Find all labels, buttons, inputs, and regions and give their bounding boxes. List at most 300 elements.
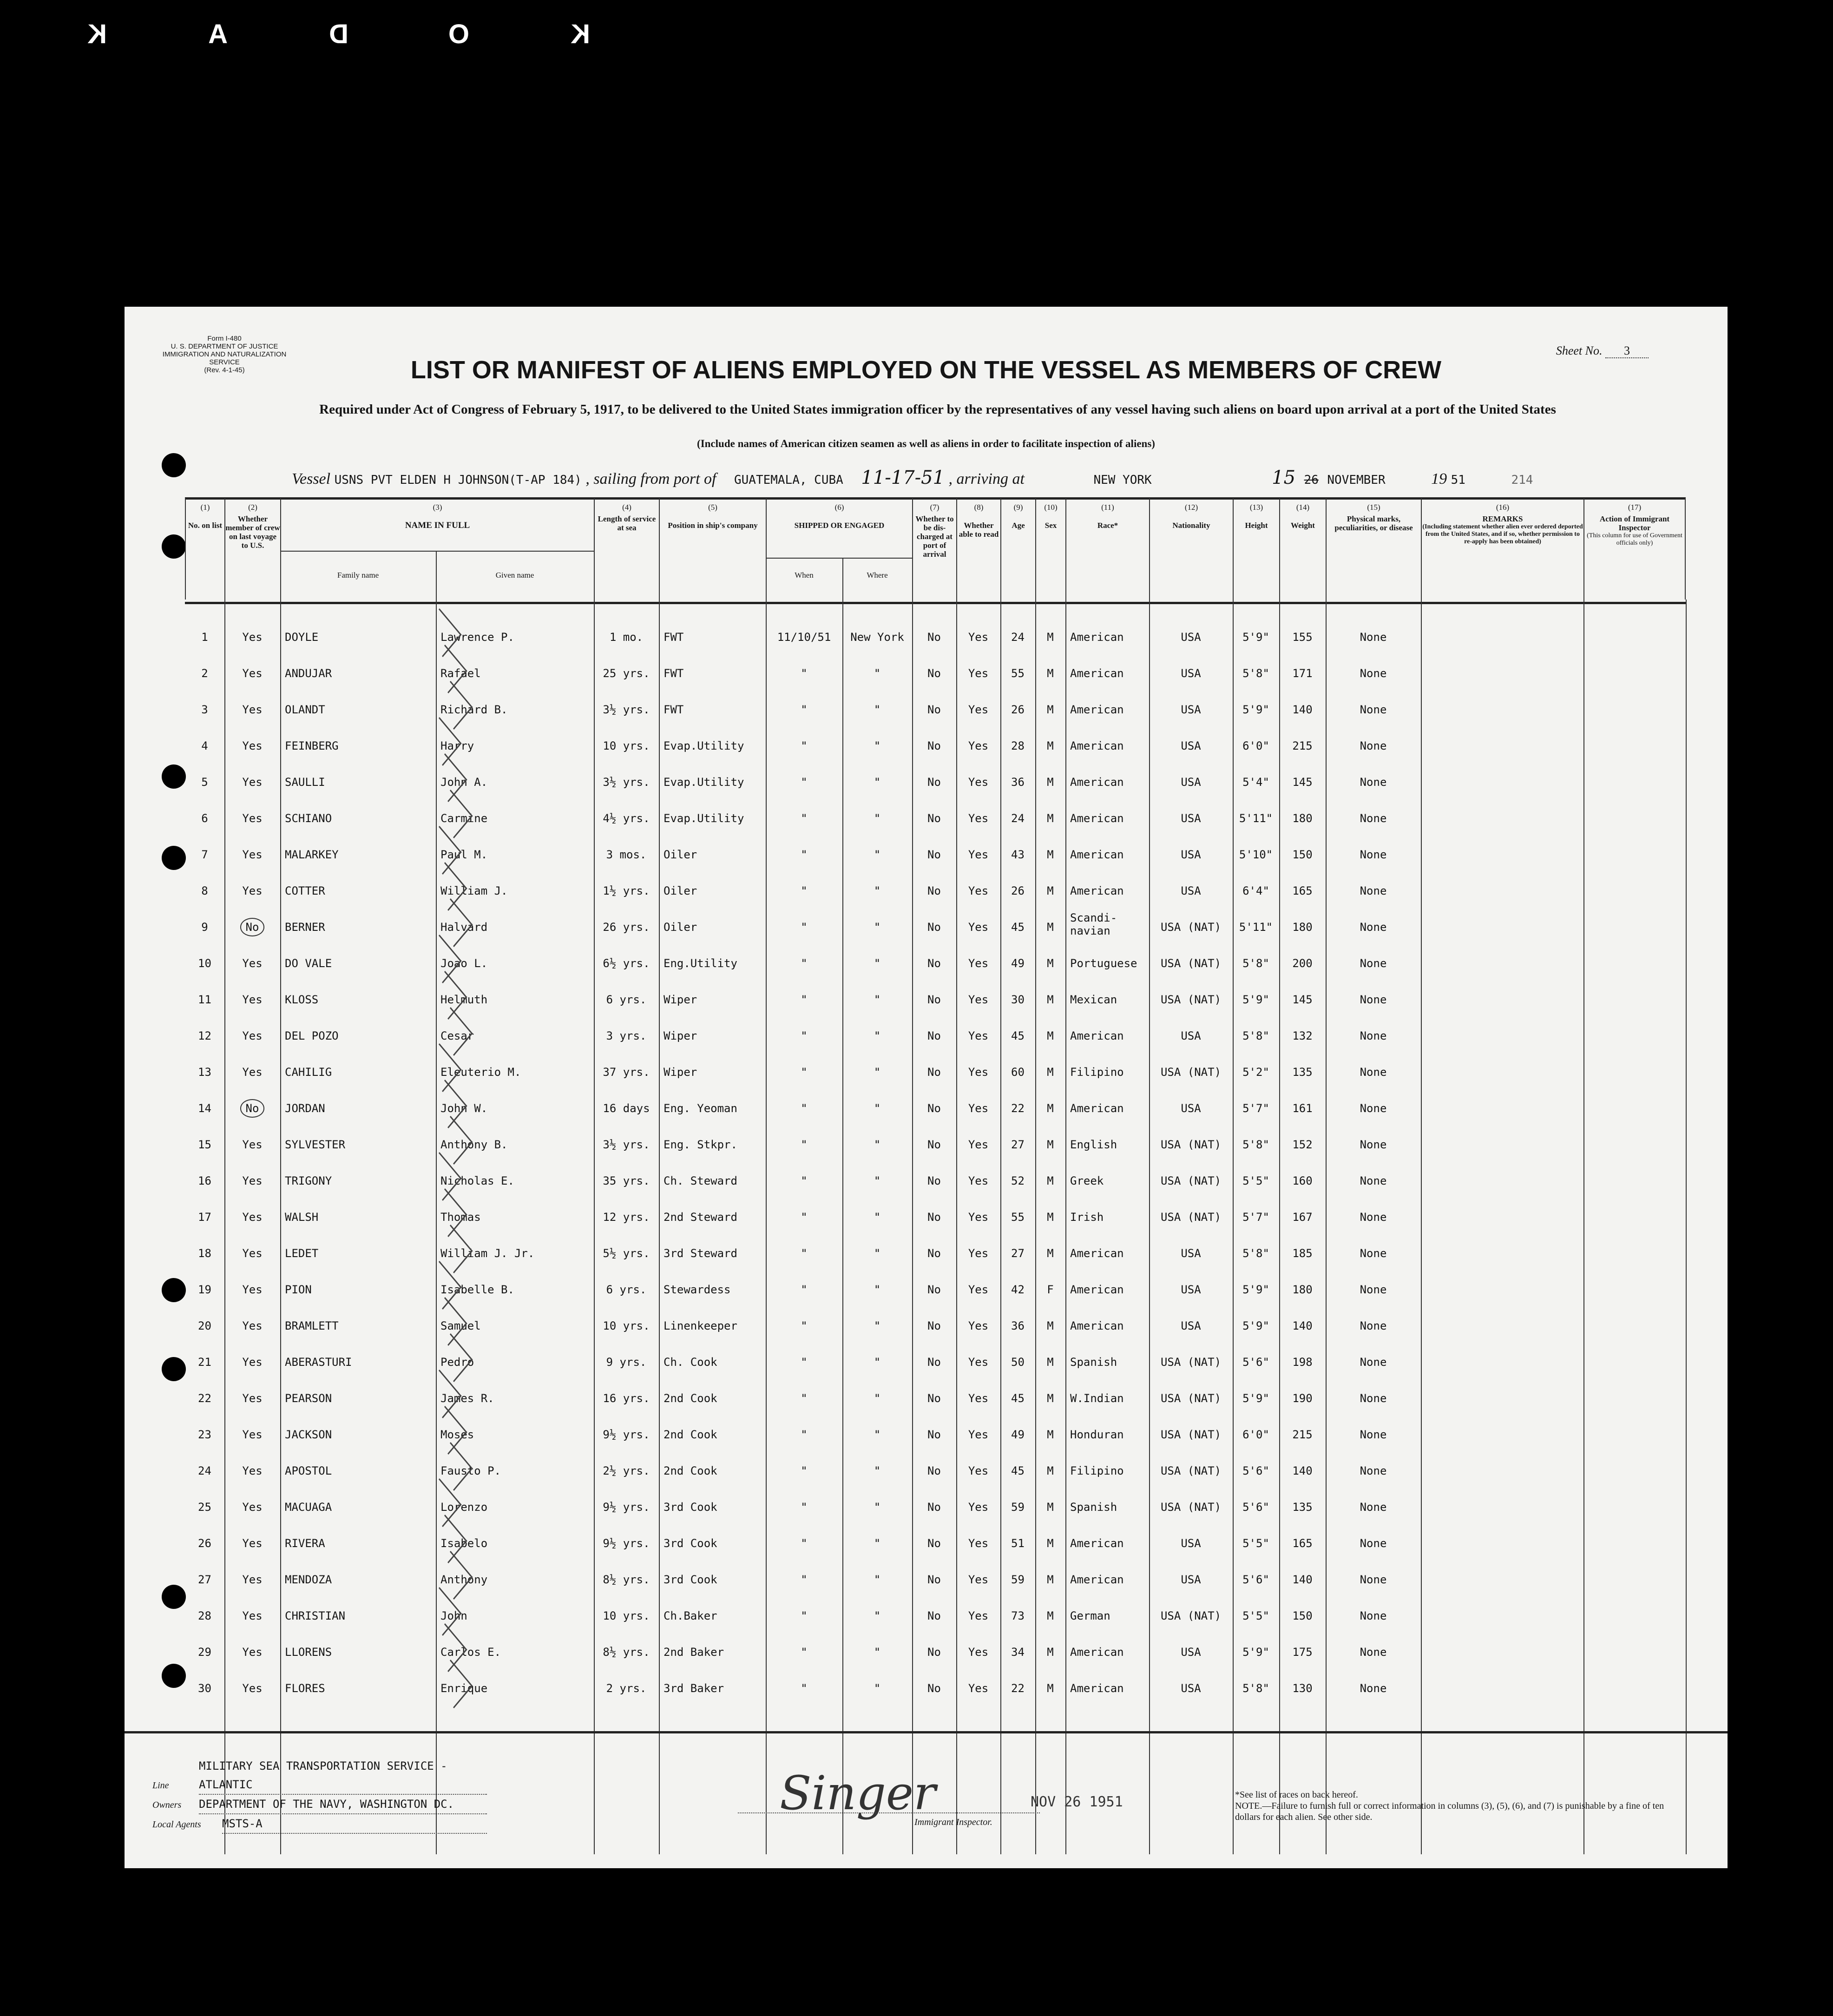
last-voyage-cell — [224, 921, 280, 934]
height-cell: 6'0" — [1242, 739, 1269, 752]
row-number-cell: 5 — [201, 776, 208, 789]
col-label: Length of service at sea — [598, 514, 656, 532]
column-rule — [1686, 600, 1687, 1854]
age-cell: 24 — [1011, 631, 1025, 644]
height-cell: 5'9" — [1242, 993, 1269, 1006]
able-to-read-cell: Yes — [968, 1066, 989, 1079]
position-cell: Eng. Yeoman — [664, 1102, 737, 1115]
manifest-sheet — [125, 307, 1728, 1868]
sheet-number-label: Sheet No. — [1556, 344, 1603, 357]
shipped-where-cell: " — [874, 1138, 881, 1151]
height-cell: 5'7" — [1242, 1211, 1269, 1224]
given-name-cell: Eleuterio M. — [440, 1066, 521, 1079]
col-number: (1) — [200, 503, 210, 512]
height-cell: 5'8" — [1242, 1138, 1269, 1151]
weight-cell: 190 — [1292, 1392, 1313, 1405]
sex-cell: M — [1047, 993, 1054, 1006]
shipped-when-cell: " — [801, 739, 808, 752]
age-cell: 43 — [1011, 848, 1025, 861]
able-to-read-cell: Yes — [968, 1174, 989, 1187]
col-label: Sex — [1045, 521, 1057, 530]
age-cell: 49 — [1011, 1428, 1025, 1441]
physical-marks-cell: None — [1360, 1501, 1387, 1514]
row-number-cell: 3 — [201, 703, 208, 716]
arriving-label: , arriving at — [948, 470, 1025, 488]
given-name-cell: Lorenzo — [440, 1501, 488, 1514]
sex-cell: M — [1047, 739, 1054, 752]
margin-mark: 214 — [1511, 473, 1533, 487]
weight-cell: 155 — [1292, 631, 1313, 644]
weight-cell: 167 — [1292, 1211, 1313, 1224]
age-cell: 27 — [1011, 1138, 1025, 1151]
physical-marks-cell: None — [1360, 1066, 1387, 1079]
position-cell: 3rd Cook — [664, 1501, 717, 1514]
arrival-year: 51 — [1451, 473, 1465, 487]
shipped-when-cell: " — [801, 1283, 808, 1296]
row-number-cell: 8 — [201, 884, 208, 897]
film-letter: K — [69, 19, 107, 49]
position-cell: Stewardess — [664, 1283, 731, 1296]
col-number: (7) — [930, 503, 939, 512]
physical-marks-cell: None — [1360, 739, 1387, 752]
sex-cell: F — [1047, 1283, 1054, 1296]
col-label: Whether member of crew on last voyage to U.S. — [225, 514, 280, 550]
shipped-when-cell: " — [801, 1138, 808, 1151]
race-cell: American — [1070, 667, 1124, 680]
family-name-cell: ANDUJAR — [285, 667, 332, 680]
weight-cell: 180 — [1292, 812, 1313, 825]
departure-port: GUATEMALA, CUBA — [734, 473, 843, 487]
row-number-cell: 16 — [198, 1174, 211, 1187]
sex-cell: M — [1047, 812, 1054, 825]
service-length-cell: 9½ yrs. — [603, 1428, 650, 1441]
race-cell: American — [1070, 848, 1124, 861]
position-cell: Eng. Stkpr. — [664, 1138, 737, 1151]
last-voyage-cell: Yes — [242, 1464, 263, 1477]
nationality-cell: USA (NAT) — [1160, 1174, 1222, 1187]
position-cell: Ch. Steward — [664, 1174, 737, 1187]
position-cell: Wiper — [664, 1066, 697, 1079]
sex-cell: M — [1047, 921, 1054, 934]
position-cell: Evap.Utility — [664, 812, 744, 825]
footer-line-row — [152, 1757, 487, 1795]
weight-cell: 185 — [1292, 1247, 1313, 1260]
age-cell: 50 — [1011, 1356, 1025, 1369]
last-voyage-cell: Yes — [242, 1356, 263, 1369]
row-number-cell: 22 — [198, 1392, 211, 1405]
shipped-where-cell: New York — [850, 631, 904, 644]
position-cell: FWT — [664, 667, 684, 680]
row-number-cell: 4 — [201, 739, 208, 752]
weight-cell: 165 — [1292, 884, 1313, 897]
row-number-cell: 23 — [198, 1428, 211, 1441]
family-name-cell: MACUAGA — [285, 1501, 332, 1514]
film-letter: A — [190, 19, 228, 49]
col-label: REMARKS — [1482, 514, 1523, 523]
last-voyage-cell: Yes — [242, 957, 263, 970]
last-voyage-cell: Yes — [242, 1501, 263, 1514]
able-to-read-cell: Yes — [968, 957, 989, 970]
given-name-cell: Joao L. — [440, 957, 488, 970]
row-number-cell: 29 — [198, 1646, 211, 1659]
age-cell: 26 — [1011, 884, 1025, 897]
race-cell: Greek — [1070, 1174, 1104, 1187]
nationality-cell: USA — [1181, 739, 1201, 752]
able-to-read-cell: Yes — [968, 1646, 989, 1659]
last-voyage-cell: Yes — [242, 1609, 263, 1622]
discharged-cell: No — [927, 848, 941, 861]
height-cell: 6'0" — [1242, 1428, 1269, 1441]
able-to-read-cell: Yes — [968, 667, 989, 680]
row-number-cell: 7 — [201, 848, 208, 861]
sex-cell: M — [1047, 703, 1054, 716]
able-to-read-cell: Yes — [968, 884, 989, 897]
weight-cell: 132 — [1292, 1029, 1313, 1042]
sex-cell: M — [1047, 667, 1054, 680]
discharged-cell: No — [927, 1174, 941, 1187]
table-row — [185, 1531, 1686, 1559]
col-label: Whether able to read — [959, 521, 999, 539]
given-name-cell: John — [440, 1609, 467, 1622]
footer-block — [152, 1757, 487, 1834]
given-name-cell: Anthony — [440, 1573, 488, 1586]
given-name-cell: Nicholas E. — [440, 1174, 514, 1187]
discharged-cell: No — [927, 1283, 941, 1296]
position-cell: Oiler — [664, 884, 697, 897]
physical-marks-cell: None — [1360, 957, 1387, 970]
sex-cell: M — [1047, 1537, 1054, 1550]
family-name-cell: DEL POZO — [285, 1029, 339, 1042]
able-to-read-cell: Yes — [968, 1464, 989, 1477]
discharged-cell: No — [927, 703, 941, 716]
family-name-cell: KLOSS — [285, 993, 319, 1006]
physical-marks-cell: None — [1360, 1464, 1387, 1477]
shipped-when-cell: " — [801, 1646, 808, 1659]
film-letter: O — [429, 19, 469, 49]
shipped-when-cell: " — [801, 776, 808, 789]
age-cell: 45 — [1011, 1392, 1025, 1405]
height-cell: 5'8" — [1242, 667, 1269, 680]
weight-cell: 140 — [1292, 703, 1313, 716]
family-name-cell: CHRISTIAN — [285, 1609, 346, 1622]
service-length-cell: 6½ yrs. — [603, 957, 650, 970]
service-length-cell: 37 yrs. — [603, 1066, 650, 1079]
col-label: NAME IN FULL — [405, 520, 470, 530]
age-cell: 45 — [1011, 921, 1025, 934]
race-cell: American — [1070, 1247, 1124, 1260]
height-cell: 5'5" — [1242, 1609, 1269, 1622]
service-length-cell: 9 yrs. — [606, 1356, 647, 1369]
shipped-where-cell: " — [874, 1537, 881, 1550]
physical-marks-cell: None — [1360, 921, 1387, 934]
service-length-cell: 9½ yrs. — [603, 1501, 650, 1514]
shipped-when-cell: " — [801, 1029, 808, 1042]
height-cell: 5'6" — [1242, 1356, 1269, 1369]
age-cell: 59 — [1011, 1573, 1025, 1586]
position-cell: 3rd Cook — [664, 1537, 717, 1550]
height-cell: 5'6" — [1242, 1573, 1269, 1586]
col-number: (3) — [433, 503, 442, 512]
service-length-cell: 1 mo. — [609, 631, 644, 644]
shipped-when-cell: " — [801, 667, 808, 680]
service-length-cell: 3½ yrs. — [603, 1138, 650, 1151]
family-name-cell: LLORENS — [285, 1646, 332, 1659]
table-row — [185, 1676, 1686, 1704]
circled-mark: No — [240, 1099, 265, 1118]
physical-marks-cell: None — [1360, 667, 1387, 680]
age-cell: 34 — [1011, 1646, 1025, 1659]
row-number-cell: 26 — [198, 1537, 211, 1550]
film-letter: K — [552, 19, 590, 49]
position-cell: 3rd Steward — [664, 1247, 737, 1260]
shipped-where-cell: " — [874, 1211, 881, 1224]
punch-hole — [162, 846, 186, 870]
sex-cell: M — [1047, 884, 1054, 897]
line-value: MILITARY SEA TRANSPORTATION SERVICE -ATLANTIC — [199, 1757, 487, 1795]
weight-cell: 140 — [1292, 1319, 1313, 1332]
shipped-where-cell: " — [874, 739, 881, 752]
punch-hole — [162, 764, 186, 789]
col-label: Action of Immigrant Inspector — [1599, 514, 1670, 532]
family-name-cell: FLORES — [285, 1682, 325, 1695]
punch-hole — [162, 1664, 186, 1688]
row-number-cell: 9 — [201, 921, 208, 934]
height-cell: 5'8" — [1242, 957, 1269, 970]
last-voyage-cell: Yes — [242, 1537, 263, 1550]
able-to-read-cell: Yes — [968, 1102, 989, 1115]
sex-cell: M — [1047, 1682, 1054, 1695]
table-row — [185, 1640, 1686, 1668]
weight-cell: 140 — [1292, 1573, 1313, 1586]
col-number: (16) — [1496, 503, 1510, 512]
given-name-cell: Carmine — [440, 812, 488, 825]
shipped-where-cell: " — [874, 703, 881, 716]
age-cell: 55 — [1011, 1211, 1025, 1224]
given-name-cell: Moses — [440, 1428, 474, 1441]
last-voyage-cell: Yes — [242, 1138, 263, 1151]
able-to-read-cell: Yes — [968, 1138, 989, 1151]
weight-cell: 180 — [1292, 1283, 1313, 1296]
discharged-cell: No — [927, 1501, 941, 1514]
discharged-cell: No — [927, 1573, 941, 1586]
discharged-cell: No — [927, 1609, 941, 1622]
shipped-where-cell: " — [874, 1283, 881, 1296]
col-note: (Including statement whether alien ever ordered deported from the United States, and if so, whether permission to re-apply has been obtained) — [1422, 523, 1583, 545]
col-number: (5) — [708, 503, 717, 512]
given-name-cell: Lawrence P. — [440, 631, 514, 644]
shipped-where-cell: " — [874, 1428, 881, 1441]
position-cell: 2nd Baker — [664, 1646, 724, 1659]
physical-marks-cell: None — [1360, 1138, 1387, 1151]
last-voyage-cell: Yes — [242, 848, 263, 861]
table-row — [185, 1423, 1686, 1450]
sex-cell: M — [1047, 1501, 1054, 1514]
sex-cell: M — [1047, 776, 1054, 789]
subheader-where: Where — [867, 571, 888, 580]
col-number: (8) — [974, 503, 984, 512]
last-voyage-cell: Yes — [242, 1428, 263, 1441]
position-cell: Wiper — [664, 993, 697, 1006]
table-row — [185, 1024, 1686, 1052]
discharged-cell: No — [927, 1029, 941, 1042]
given-name-cell: Fausto P. — [440, 1464, 501, 1477]
shipped-where-cell: " — [874, 921, 881, 934]
weight-cell: 145 — [1292, 993, 1313, 1006]
race-cell: American — [1070, 776, 1124, 789]
family-name-cell: WALSH — [285, 1211, 319, 1224]
table-row — [185, 1278, 1686, 1305]
shipped-when-cell: " — [801, 921, 808, 934]
physical-marks-cell: None — [1360, 993, 1387, 1006]
discharged-cell: No — [927, 631, 941, 644]
nationality-cell: USA (NAT) — [1160, 1356, 1222, 1369]
discharged-cell: No — [927, 776, 941, 789]
last-voyage-cell: Yes — [242, 631, 263, 644]
punch-hole — [162, 453, 186, 477]
discharged-cell: No — [927, 884, 941, 897]
given-name-cell: Paul M. — [440, 848, 488, 861]
row-number-cell: 11 — [198, 993, 211, 1006]
inspector-signature: Singer — [780, 1766, 936, 1820]
family-name-cell: MALARKEY — [285, 848, 339, 861]
sex-cell: M — [1047, 1428, 1054, 1441]
able-to-read-cell: Yes — [968, 1029, 989, 1042]
date-stamp: NOV 26 1951 — [1031, 1794, 1123, 1810]
shipped-when-cell: " — [801, 1464, 808, 1477]
nationality-cell: USA — [1181, 1319, 1201, 1332]
row-number-cell: 15 — [198, 1138, 211, 1151]
position-cell: 2nd Cook — [664, 1464, 717, 1477]
height-cell: 6'4" — [1242, 884, 1269, 897]
circled-mark: No — [240, 918, 265, 936]
age-cell: 28 — [1011, 739, 1025, 752]
sex-cell: M — [1047, 1174, 1054, 1187]
able-to-read-cell: Yes — [968, 631, 989, 644]
position-cell: FWT — [664, 703, 684, 716]
last-voyage-cell: Yes — [242, 1283, 263, 1296]
last-voyage-cell: Yes — [242, 884, 263, 897]
row-number-cell: 12 — [198, 1029, 211, 1042]
family-name-cell: PEARSON — [285, 1392, 332, 1405]
weight-cell: 160 — [1292, 1174, 1313, 1187]
height-cell: 5'5" — [1242, 1537, 1269, 1550]
height-cell: 5'9" — [1242, 703, 1269, 716]
col-label: No. on list — [188, 521, 223, 530]
discharged-cell: No — [927, 1356, 941, 1369]
physical-marks-cell: None — [1360, 1537, 1387, 1550]
family-name-cell: BRAMLETT — [285, 1319, 339, 1332]
nationality-cell: USA (NAT) — [1160, 1428, 1222, 1441]
shipped-where-cell: " — [874, 1356, 881, 1369]
able-to-read-cell: Yes — [968, 812, 989, 825]
nationality-cell: USA — [1181, 631, 1201, 644]
row-number-cell: 20 — [198, 1319, 211, 1332]
handwritten-day: 15 — [1272, 467, 1296, 488]
sex-cell: M — [1047, 1247, 1054, 1260]
shipped-where-cell: " — [874, 848, 881, 861]
able-to-read-cell: Yes — [968, 848, 989, 861]
nationality-cell: USA (NAT) — [1160, 1609, 1222, 1622]
last-voyage-cell: Yes — [242, 993, 263, 1006]
shipped-when-cell: 11/10/51 — [777, 631, 831, 644]
service-length-cell: 3 mos. — [606, 848, 647, 861]
col-number: (9) — [1013, 503, 1023, 512]
height-cell: 5'9" — [1242, 631, 1269, 644]
position-cell: Oiler — [664, 921, 697, 934]
discharged-cell: No — [927, 1537, 941, 1550]
sex-cell: M — [1047, 1646, 1054, 1659]
race-cell: American — [1070, 1319, 1124, 1332]
col-header-no — [185, 498, 224, 600]
last-voyage-cell: Yes — [242, 1174, 263, 1187]
age-cell: 36 — [1011, 1319, 1025, 1332]
service-length-cell: 16 yrs. — [603, 1392, 650, 1405]
discharged-cell: No — [927, 739, 941, 752]
shipped-where-cell: " — [874, 1174, 881, 1187]
weight-cell: 180 — [1292, 921, 1313, 934]
col-header-name — [280, 498, 594, 600]
row-number-cell: 2 — [201, 667, 208, 680]
given-name-cell: Samuel — [440, 1319, 481, 1332]
service-length-cell: 3½ yrs. — [603, 776, 650, 789]
race-cell: American — [1070, 631, 1124, 644]
line-label: Line — [152, 1780, 169, 1791]
physical-marks-cell: None — [1360, 1174, 1387, 1187]
last-voyage-cell: Yes — [242, 739, 263, 752]
able-to-read-cell: Yes — [968, 1356, 989, 1369]
nationality-cell: USA — [1181, 1646, 1201, 1659]
shipped-when-cell: " — [801, 1356, 808, 1369]
given-name-cell: William J. — [440, 884, 508, 897]
table-row — [185, 806, 1686, 834]
punch-hole — [162, 1357, 186, 1381]
row-number-cell: 24 — [198, 1464, 211, 1477]
position-cell: FWT — [664, 631, 684, 644]
given-name-cell: William J. Jr. — [440, 1247, 535, 1260]
shipped-when-cell: " — [801, 1609, 808, 1622]
service-length-cell: 6 yrs. — [606, 993, 647, 1006]
shipped-when-cell: " — [801, 1501, 808, 1514]
physical-marks-cell: None — [1360, 1211, 1387, 1224]
table-row — [185, 661, 1686, 689]
nationality-cell: USA (NAT) — [1160, 1138, 1222, 1151]
family-name-cell: CAHILIG — [285, 1066, 332, 1079]
col-number: (6) — [834, 503, 844, 512]
weight-cell: 171 — [1292, 667, 1313, 680]
shipped-when-cell: " — [801, 1573, 808, 1586]
height-cell: 5'11" — [1239, 812, 1273, 825]
height-cell: 5'9" — [1242, 1646, 1269, 1659]
punch-hole — [162, 1278, 186, 1302]
family-name-cell: JACKSON — [285, 1428, 332, 1441]
family-name-cell: JORDAN — [285, 1102, 325, 1115]
shipped-when-cell: " — [801, 957, 808, 970]
height-cell: 5'8" — [1242, 1682, 1269, 1695]
weight-cell: 135 — [1292, 1066, 1313, 1079]
discharged-cell: No — [927, 1247, 941, 1260]
age-cell: 51 — [1011, 1537, 1025, 1550]
last-voyage-cell: Yes — [242, 1319, 263, 1332]
weight-cell: 165 — [1292, 1537, 1313, 1550]
able-to-read-cell: Yes — [968, 1682, 989, 1695]
weight-cell: 198 — [1292, 1356, 1313, 1369]
weight-cell: 175 — [1292, 1646, 1313, 1659]
given-name-cell: Thomas — [440, 1211, 481, 1224]
shipped-when-cell: " — [801, 848, 808, 861]
vessel-line — [292, 467, 1533, 488]
last-voyage-cell: Yes — [242, 1646, 263, 1659]
race-cell: American — [1070, 703, 1124, 716]
